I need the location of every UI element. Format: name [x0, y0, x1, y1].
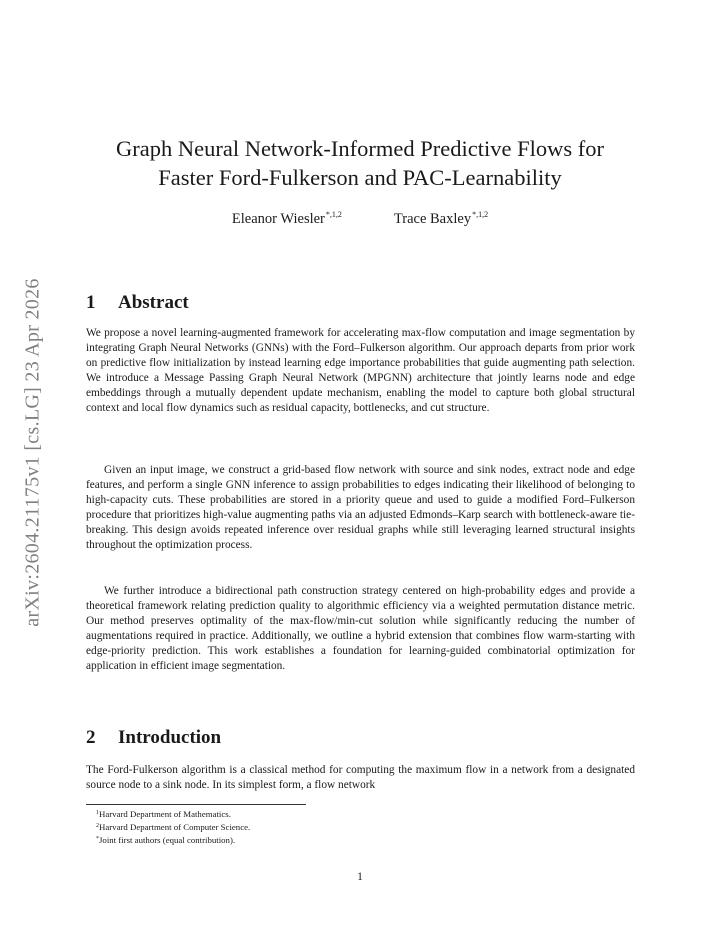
- paper-title: [60, 134, 660, 192]
- abstract-paragraph-1: We propose a novel learning-augmented framework for accelerating max-flow computation and image segmentation by integrating Graph Neural Networks (GNNs) with the Ford–Fulkerson algorithm. Our approach departs from prior work on predictive flow initialization by instead learning edge importance probabilities that guide augmenting path selection. We introduce a Message Passing Graph Neural Network (MPGNN) architecture that jointly learns node and edge embeddings through a mutually dependent update mechanism, enabling the model to capture both global structural context and local flow dynamics such as residual capacity, bottlenecks, and cut structure.: [86, 327, 635, 415]
- footnote-text: Harvard Department of Mathematics.: [99, 809, 231, 819]
- section-heading-introduction: [86, 727, 221, 749]
- author-name: Trace Baxley: [393, 211, 472, 227]
- section-number: 1: [86, 292, 96, 313]
- footnotes: [96, 807, 636, 846]
- title-line-1: Graph Neural Network-Informed Predictive Flows for: [116, 136, 604, 161]
- footnote-mark: *: [96, 836, 99, 842]
- footnote: [96, 820, 636, 833]
- introduction-paragraph: The Ford-Fulkerson algorithm is a classical method for computing the maximum flow in a network from a designated source node to a sink node. In its simplest form, a flow network: [86, 764, 635, 792]
- section-title: Abstract: [118, 292, 189, 313]
- page-number: 1: [357, 871, 363, 883]
- footnote: [96, 833, 636, 846]
- author: [394, 210, 488, 228]
- author: [232, 210, 342, 228]
- section-heading-abstract: [86, 292, 189, 314]
- author-name: Eleanor Wiesler: [231, 211, 325, 227]
- author-affiliation-marks: *,1,2: [325, 210, 342, 219]
- arxiv-identifier: arXiv:2604.21175v1 [cs.LG] 23 Apr 2026: [21, 277, 44, 627]
- footnote-text: Harvard Department of Computer Science.: [99, 822, 251, 832]
- title-line-2: Faster Ford-Fulkerson and PAC-Learnability: [158, 165, 562, 190]
- author-list: [0, 210, 720, 228]
- author-affiliation-marks: *,1,2: [472, 210, 489, 219]
- abstract-paragraph-3: We further introduce a bidirectional path construction strategy centered on high-probability edges and provide a theoretical framework relating prediction quality to algorithmic efficiency via a weighted permutation distance metric. Our method preserves optimality of the max-flow/min-cut solution while significantly reducing the number of augmentations required in practice. Additionally, we outline a hybrid extension that combines flow warm-starting with edge-priority prediction. This work establishes a foundation for learning-guided combinatorial optimization for application in efficient image segmentation.: [86, 585, 635, 673]
- footnote: [96, 807, 636, 820]
- footnote-mark: 2: [96, 823, 99, 829]
- footnote-mark: 1: [96, 810, 99, 816]
- footnote-text: Joint first authors (equal contribution).: [99, 835, 236, 845]
- arxiv-sidebar-stamp: [16, 262, 50, 642]
- section-number: 2: [86, 727, 96, 748]
- abstract-paragraph-2: Given an input image, we construct a grid-based flow network with source and sink nodes, extract node and edge features, and perform a single GNN inference to assign probabilities to edges indicating their likelihood of belonging to high-capacity cuts. These probabilities are stored in a priority queue and used to guide a modified Ford–Fulkerson procedure that prioritizes high-value augmenting paths via an adjusted Edmonds–Karp search with bottleneck-aware tie-breaking. This design avoids repeated inference over residual graphs while still leveraging learned structural insights throughout the optimization process.: [86, 464, 635, 552]
- footnote-rule: [86, 804, 306, 805]
- section-title: Introduction: [118, 727, 222, 748]
